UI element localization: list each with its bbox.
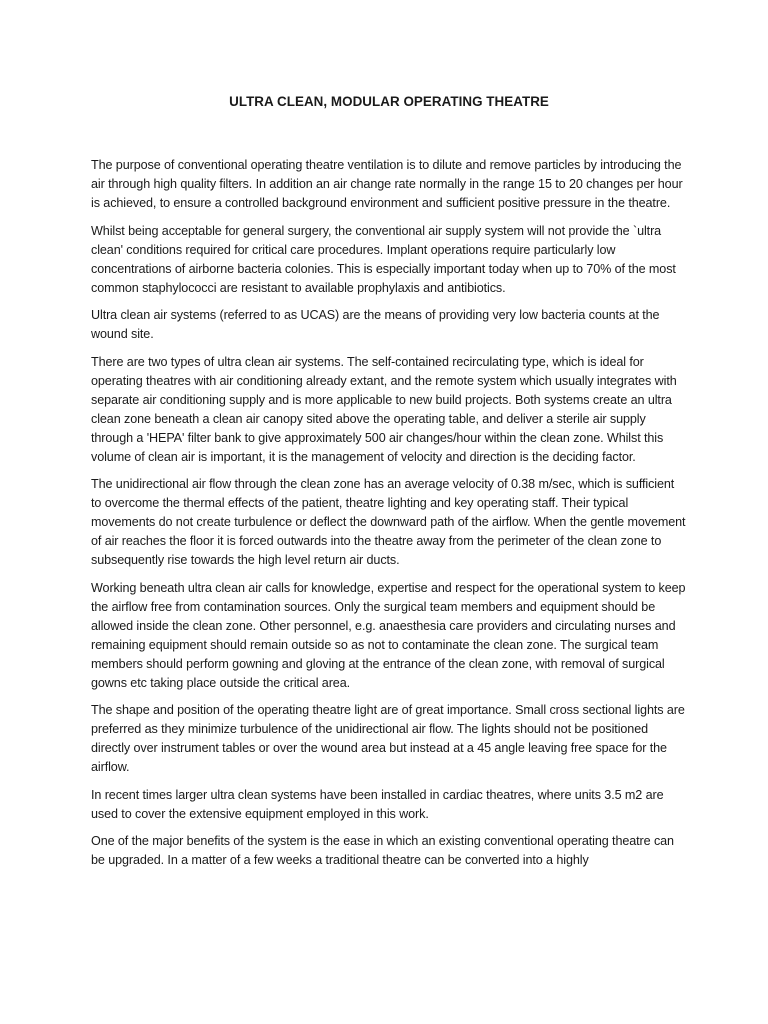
paragraph-conventional-limitations: Whilst being acceptable for general surgery, the conventional air supply system will not provide the `ultra clean' conditions required for critical care procedures. Implant operations require particularly low concentrations of airborne bacteria colonies. This is especially important today when up to 70% of the most common staphylococci are resistant to available prophylaxis and antibiotics. — [91, 223, 676, 295]
paragraph-unidirectional-airflow: The unidirectional air flow through the clean zone has an average velocity of 0.38 m/sec, which is sufficient to overcome the thermal effects of the patient, theatre lighting and key operating staff. Their typical movements do not create turbulence or deflect the downward path of the airflow. When the gentle movement of air reaches the floor it is forced outwards into the theatre away from the perimeter of the clean zone to subsequently rise towards the high level return air ducts. — [91, 477, 686, 567]
paragraph-ucas-definition: Ultra clean air systems (referred to as UCAS) are the means of providing very low bacteria counts at the wound site. — [91, 308, 660, 341]
paragraph-cardiac-theatres: In recent times larger ultra clean systems have been installed in cardiac theatres, where units 3.5 m2 are used to cover the extensive equipment employed in this work. — [91, 787, 664, 821]
document-title: ULTRA CLEAN, MODULAR OPERATING THEATRE — [229, 94, 549, 109]
paragraph-upgrade-benefits: One of the major benefits of the system is the ease in which an existing conventional operating theatre can be upgraded. In a matter of a few weeks a traditional theatre can be converted into a highly — [91, 834, 674, 867]
paragraph-working-practices: Working beneath ultra clean air calls for knowledge, expertise and respect for the operational system to keep the airflow free from contamination sources. Only the surgical team members and equipment should be allowed inside the clean zone. Other personnel, e.g. anaesthesia care providers and circulating nurses and remaining equipment should remain outside so as not to contaminate the clean zone. The surgical team members should perform gowning and gloving at the entrance of the clean zone, with removal of surgical gowns etc taking place outside the critical area. — [91, 580, 686, 690]
paragraph-ventilation-purpose: The purpose of conventional operating theatre ventilation is to dilute and remove particles by introducing the air through high quality filters. In addition an air change rate normally in the range 15 to 20 changes per hour is achieved, to ensure a controlled background environment and sufficient positive pressure in the theatre. — [91, 158, 683, 210]
paragraph-system-types: There are two types of ultra clean air systems. The self-contained recirculating type, which is ideal for operating theatres with air conditioning already extant, and the remote system which usually integrates with separate air conditioning supply and is more applicable to new build projects. Both systems create an ultra clean zone beneath a clean air canopy sited above the operating table, and deliver a sterile air supply through a 'HEPA' filter bank to give approximately 500 air changes/hour within the clean zone. Whilst this volume of clean air is important, it is the management of velocity and direction is the deciding factor. — [91, 354, 677, 464]
paragraph-theatre-lighting: The shape and position of the operating theatre light are of great importance. Small cross sectional lights are preferred as they minimize turbulence of the unidirectional air flow. The lights should not be positioned directly over instrument tables or over the wound area but instead at a 45 angle leaving free space for the airflow. — [91, 703, 685, 774]
